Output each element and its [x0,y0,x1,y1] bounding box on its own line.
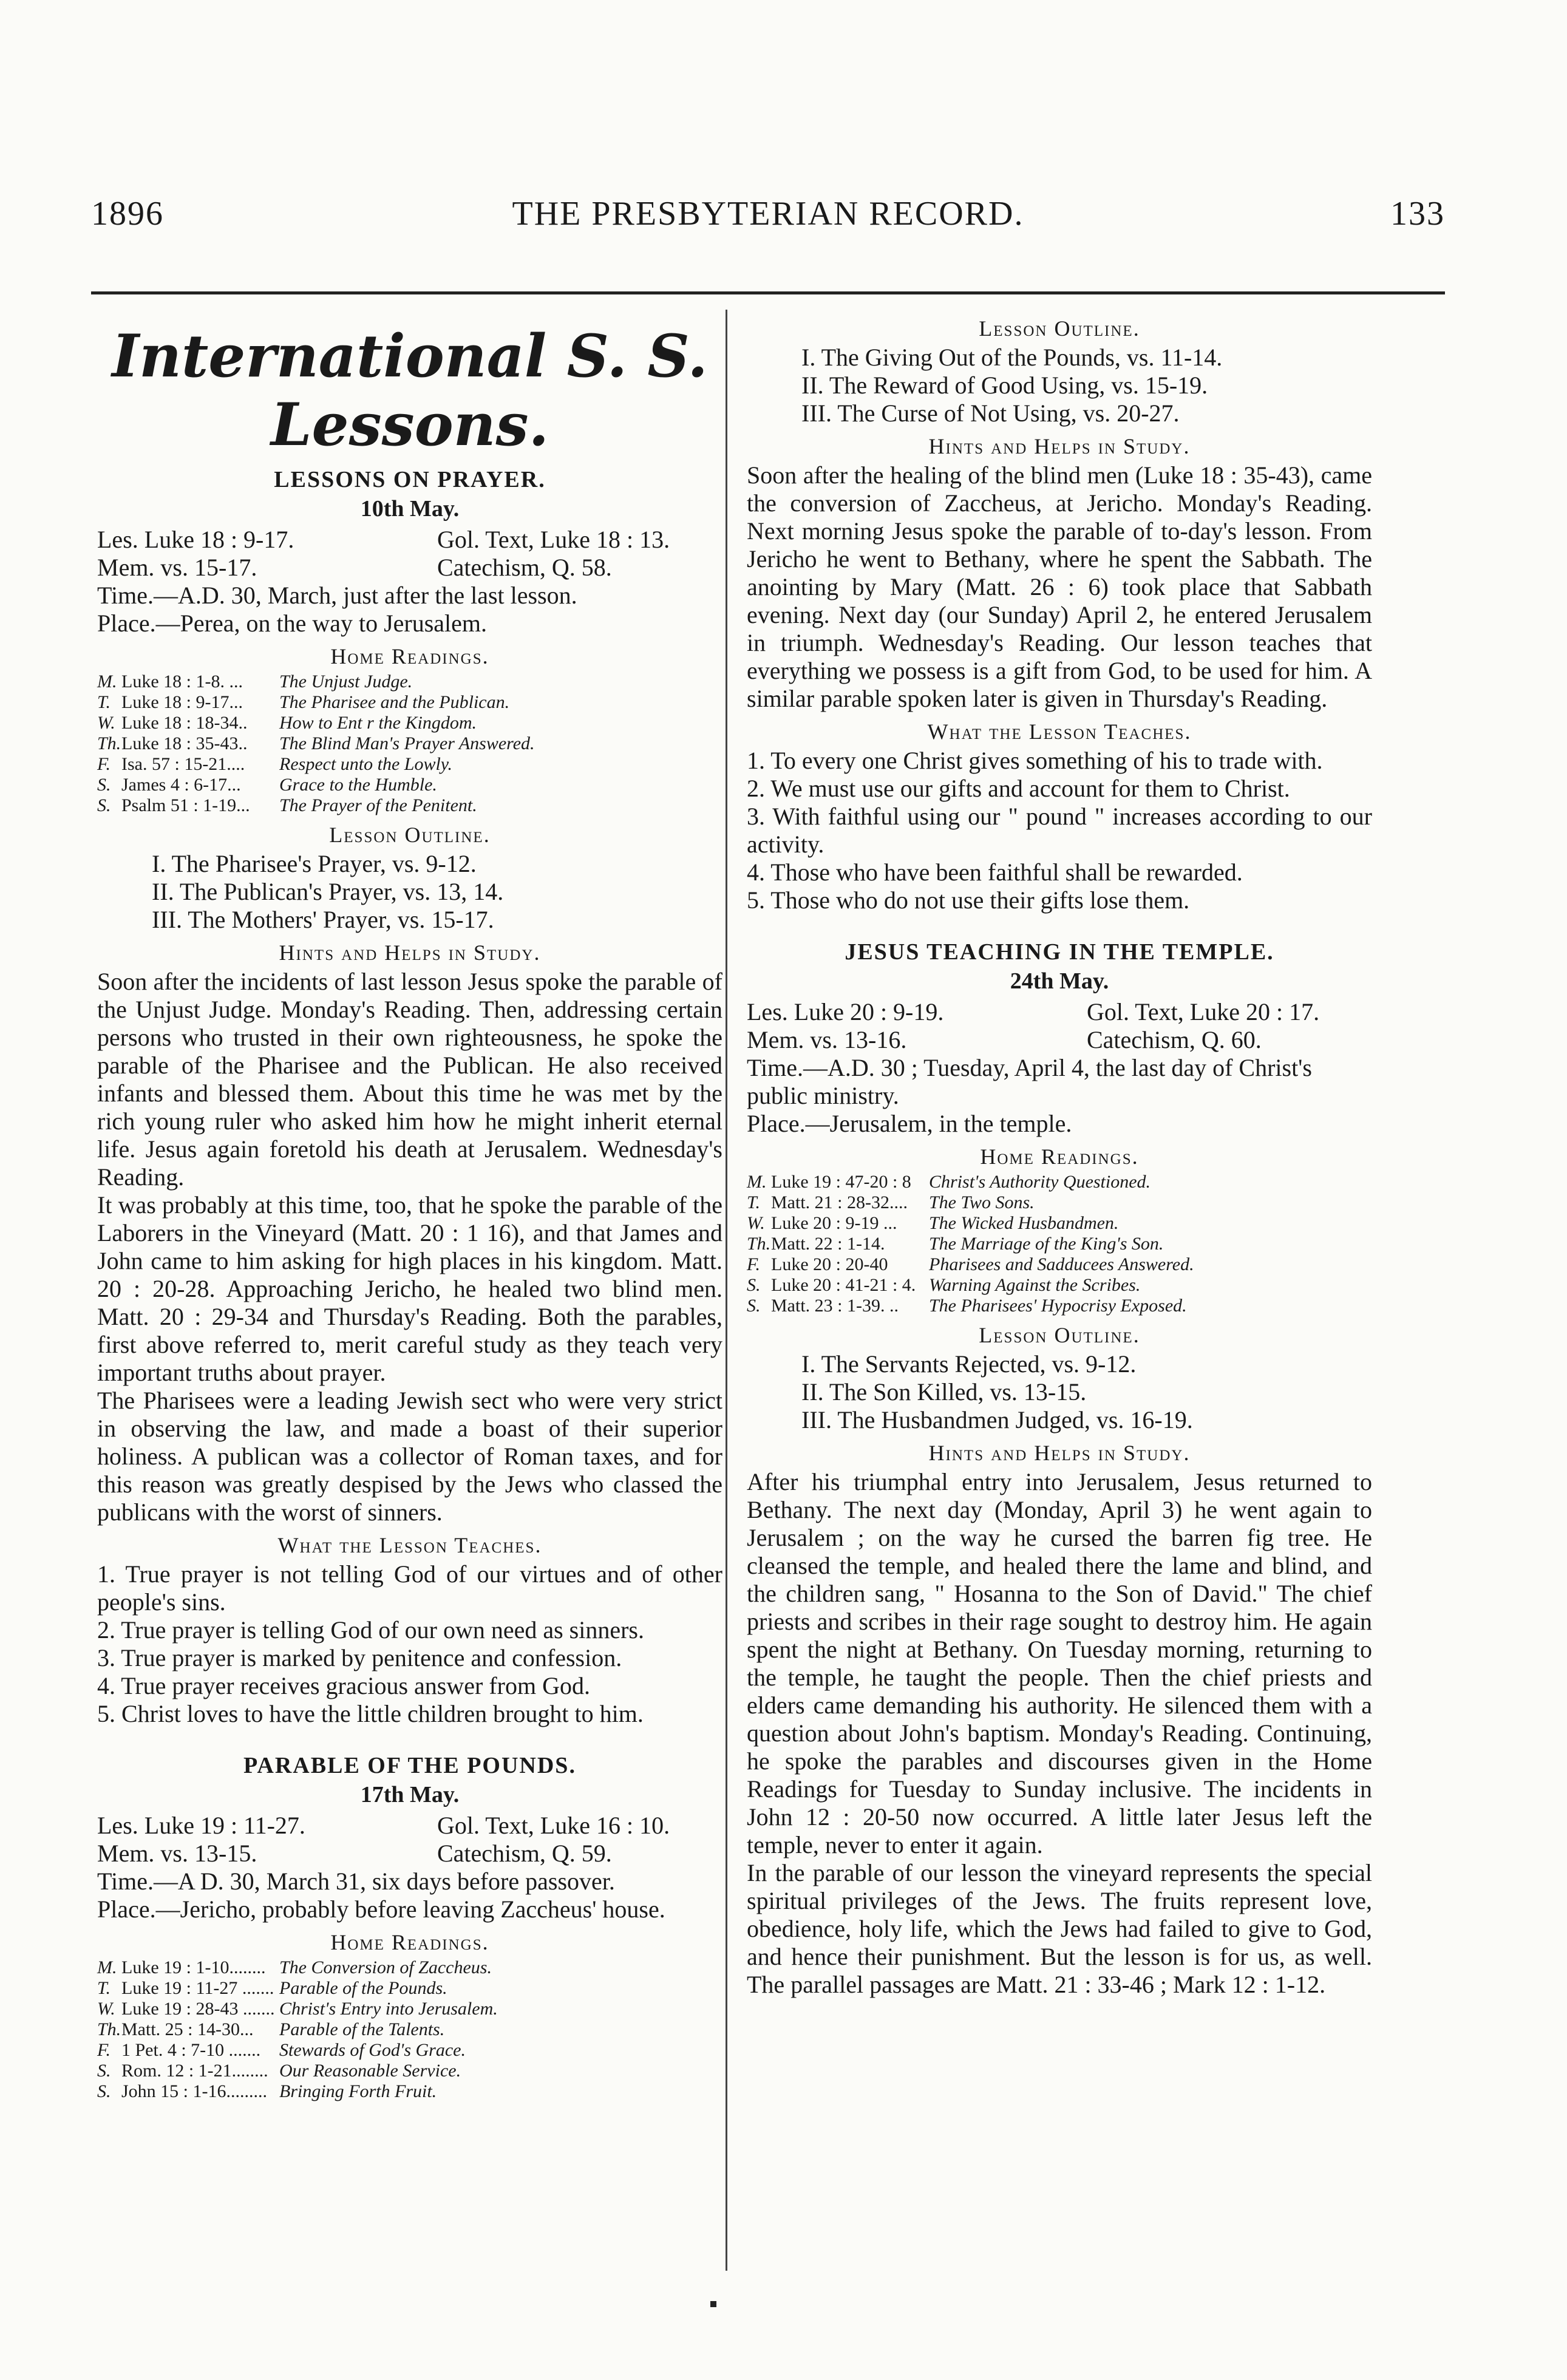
reading-row [97,1957,722,1978]
reading-title: Christ's Authority Questioned. [929,1172,1151,1192]
reading-ref: Luke 18 : 9-17... [121,692,243,712]
lesson-heading: LESSONS ON PRAYER. [274,467,546,492]
reading-row [97,1978,722,1999]
left-column [97,310,722,2102]
reading-ref: James 4 : 6-17... [121,775,241,795]
reading-row [747,1213,1372,1234]
teaching-item: 5. Christ loves to have the little children brought to him. [97,1700,644,1727]
lesson-heading: JESUS TEACHING IN THE TEMPLE. [845,939,1274,965]
reading-day: T. [97,692,110,712]
lesson-place: Place.—Perea, on the way to Jerusalem. [97,610,488,637]
lesson-time: Time.—A.D. 30, March, just after the last lesson. [97,582,577,609]
reading-title: Pharisees and Sadducees Answered. [929,1254,1194,1274]
hints-paragraph: After his triumphal entry into Jerusalem, Jesus returned to Bethany. The next day (Monday, April 3) he went again to Jerusalem ; on the way he cursed the barren fig tree. He cleansed the temple, and healed there the lame and blind, and the children sang, " Hosanna to the Son of David." The chief priests and scribes in their rage sought to destroy him. He again spent the night at Bethany. On Tuesday morning, returning to the temple, he taught the people. Then the chief priests and elders came demanding his authority. He silenced them with a question about John's baptism. Monday's Reading. Continuing, he spoke the parables and discourses given in the Home Readings for Tuesday to Sunday inclusive. The incidents in John 12 : 20-50 now occurred. A little later Jesus left the temple, never to enter it again. [747,1468,1372,1858]
reading-day: Th. [747,1234,771,1254]
reading-day: S. [97,2061,111,2081]
outline-item: III. The Husbandmen Judged, vs. 16-19. [801,1406,1193,1433]
reading-row [97,2061,722,2081]
page-header [91,182,1445,237]
reading-day: M. [97,672,117,692]
hints-heading: Hints and Helps in Study. [928,1441,1191,1465]
teaches-heading: What the Lesson Teaches. [277,1533,542,1557]
reading-row [747,1296,1372,1316]
lesson-passage: Les. Luke 18 : 9-17. [97,526,294,553]
lesson-outline-heading: Lesson Outline. [979,316,1140,341]
reading-row [97,713,722,733]
reading-row [747,1234,1372,1254]
lesson-date: 17th May. [360,1782,460,1807]
catechism: Catechism, Q. 59. [437,1840,612,1867]
reading-row [747,1275,1372,1296]
teaching-item: 4. True prayer receives gracious answer from God. [97,1672,590,1699]
reading-day: S. [97,775,111,795]
reading-title: Grace to the Humble. [279,775,437,795]
reading-title: Our Reasonable Service. [279,2061,461,2081]
teaching-item: 2. True prayer is telling God of our own need as sinners. [97,1616,644,1644]
reading-ref: Matt. 23 : 1-39. .. [771,1296,899,1316]
golden-text: Gol. Text, Luke 20 : 17. [1087,998,1320,1025]
reading-row [97,1999,722,2019]
reading-day: Th. [97,733,121,753]
hints-paragraph: Soon after the incidents of last lesson Jesus spoke the parable of the Unjust Judge. Monday's Reading. Then, addressing certain persons who trusted in their own righteousness, he spoke the parable of the Pharisee and the Publican. He also received infants and blessed them. About this time he was met by the rich young ruler who asked him how he might inherit eternal life. Jesus again foretold his death at Jerusalem. Wednesday's Reading. [97,968,722,1191]
golden-text: Gol. Text, Luke 18 : 13. [437,526,670,553]
reading-ref: Luke 19 : 1-10........ [121,1957,266,1977]
hints-heading: Hints and Helps in Study. [279,940,541,965]
reading-title: The Marriage of the King's Son. [929,1234,1164,1254]
reading-title: Warning Against the Scribes. [929,1275,1141,1295]
reading-ref: Matt. 21 : 28-32.... [771,1192,908,1212]
golden-text: Gol. Text, Luke 16 : 10. [437,1812,670,1839]
reading-row [747,1172,1372,1192]
reading-row [97,754,722,775]
teaching-item: 5. Those who do not use their gifts lose them. [747,886,1190,914]
lesson-time: Time.—A.D. 30 ; Tuesday, April 4, the last day of Christ's public ministry. [747,1054,1312,1109]
lesson-refs [97,554,722,582]
home-readings-heading: Home Readings. [330,1930,489,1954]
reading-day: W. [747,1213,765,1233]
reading-row [97,2081,722,2102]
outline-item: III. The Curse of Not Using, vs. 20-27. [801,399,1180,427]
header-title: THE PRESBYTERIAN RECORD. [512,195,1024,233]
reading-title: The Pharisee and the Publican. [279,692,510,712]
reading-title: Stewards of God's Grace. [279,2040,466,2060]
reading-ref: 1 Pet. 4 : 7-10 ....... [121,2040,261,2060]
teaches-heading: What the Lesson Teaches. [927,719,1192,744]
lesson-passage: Les. Luke 20 : 9-19. [747,998,944,1025]
home-readings-heading: Home Readings. [330,644,489,668]
reading-row [97,2040,722,2061]
lesson-outline-heading: Lesson Outline. [979,1323,1140,1347]
reading-title: Christ's Entry into Jerusalem. [279,1999,498,2019]
reading-row [747,1192,1372,1213]
reading-title: The Blind Man's Prayer Answered. [279,733,535,753]
reading-ref: Luke 18 : 18-34.. [121,713,248,733]
lesson-refs [747,998,1372,1026]
reading-day: F. [97,2040,110,2060]
memory-verses: Mem. vs. 15-17. [97,554,257,581]
reading-title: How to Ent r the Kingdom. [279,713,477,733]
lesson-date: 10th May. [360,496,460,522]
header-year: 1896 [91,195,164,233]
reading-title: The Prayer of the Penitent. [279,795,477,815]
hints-paragraph: Soon after the healing of the blind men (Luke 18 : 35-43), came the conversion of Zaccheus, at Jericho. Monday's Reading. Next morning Jesus spoke the parable of to-day's lesson. From Jericho he went to Bethany, where he spent the Sabbath. The anointing by Mary (Matt. 26 : 6) took place that Sabbath evening. Next day (our Sunday) April 2, he entered Jerusalem in triumph. Wednesday's Reading. Our lesson teaches that everything we possess is a gift from God, to be used for him. A similar parable spoken later is given in Thursday's Reading. [747,461,1372,712]
teaching-item: 2. We must use our gifts and account for them to Christ. [747,775,1290,802]
right-column [747,310,1372,1999]
reading-ref: John 15 : 1-16......... [121,2081,267,2101]
lesson-passage: Les. Luke 19 : 11-27. [97,1812,305,1839]
section-title: International S. S. Lessons. [112,322,708,459]
reading-day: M. [747,1172,767,1192]
reading-ref: Luke 19 : 47-20 : 8 [771,1172,911,1192]
home-readings-list [97,672,722,816]
hints-paragraph: It was probably at this time, too, that he spoke the parable of the Laborers in the Vineyard (Matt. 20 : 1 16), and that James and John came to him asking for high places in his kingdom. Matt. 20 : 20-28. Approaching Jericho, he healed two blind men. Matt. 20 : 29-34 and Thursday's Reading. Both the parables, first above referred to, merit careful study as they teach very important truths about prayer. [97,1191,722,1386]
reading-ref: Luke 19 : 28-43 ....... [121,1999,275,2019]
hints-paragraph: The Pharisees were a leading Jewish sect who were very strict in observing the law, and made a boast of their superior holiness. A publican was a collector of Roman taxes, and for this reason was greatly despised by the Jews who classed the publicans with the worst of sinners. [97,1387,722,1526]
reading-ref: Matt. 22 : 1-14. [771,1234,885,1254]
reading-ref: Psalm 51 : 1-19... [121,795,250,815]
teaching-item: 3. True prayer is marked by penitence and confession. [97,1644,622,1671]
reading-day: F. [747,1254,760,1274]
reading-ref: Luke 20 : 9-19 ... [771,1213,897,1233]
teaching-item: 1. True prayer is not telling God of our virtues and of other people's sins. [97,1560,722,1616]
lesson-heading: PARABLE OF THE POUNDS. [243,1753,576,1778]
reading-ref: Rom. 12 : 1-21........ [121,2061,268,2081]
header-rule [91,291,1445,294]
outline-item: II. The Publican's Prayer, vs. 13, 14. [152,878,504,905]
memory-verses: Mem. vs. 13-15. [97,1840,257,1867]
hints-paragraph: In the parable of our lesson the vineyard represents the special spiritual privileges of the Jews. The fruits represent love, obedience, holy life, which the Jews had failed to give to God, and hence their punishment. But the lesson is for us, as well. The parallel passages are Matt. 21 : 33-46 ; Mark 12 : 1-12. [747,1859,1372,1998]
lesson-place: Place.—Jericho, probably before leaving Zaccheus' house. [97,1895,665,1923]
reading-day: S. [747,1296,761,1316]
outline-item: I. The Pharisee's Prayer, vs. 9-12. [152,850,477,877]
reading-day: T. [97,1978,110,1998]
reading-day: S. [97,795,111,815]
reading-day: S. [747,1275,761,1295]
column-divider [726,310,727,2271]
reading-day: M. [97,1957,117,1977]
reading-row [97,775,722,795]
lesson-outline-heading: Lesson Outline. [329,823,491,847]
reading-ref: Luke 18 : 1-8. ... [121,672,243,692]
reading-row [97,733,722,754]
reading-title: The Wicked Husbandmen. [929,1213,1119,1233]
outline-item: I. The Servants Rejected, vs. 9-12. [801,1350,1137,1378]
teaching-item: 4. Those who have been faithful shall be rewarded. [747,858,1243,886]
home-readings-list [747,1172,1372,1316]
reading-title: Respect unto the Lowly. [279,754,452,774]
reading-ref: Luke 19 : 11-27 ....... [121,1978,274,1998]
reading-day: Th. [97,2019,121,2039]
reading-title: The Conversion of Zaccheus. [279,1957,492,1977]
memory-verses: Mem. vs. 13-16. [747,1026,907,1053]
page-mark [710,2301,716,2307]
reading-ref: Matt. 25 : 14-30... [121,2019,254,2039]
reading-ref: Luke 18 : 35-43.. [121,733,248,753]
outline-item: II. The Reward of Good Using, vs. 15-19. [801,372,1208,399]
reading-row [97,672,722,692]
outline-item: III. The Mothers' Prayer, vs. 15-17. [152,906,494,933]
outline-item: I. The Giving Out of the Pounds, vs. 11-14. [801,344,1223,371]
lesson-refs [97,526,722,554]
home-readings-list [97,1957,722,2102]
reading-row [97,2019,722,2040]
reading-day: F. [97,754,110,774]
header-page-number: 133 [1390,195,1445,233]
teaching-item: 3. With faithful using our " pound " increases according to our activity. [747,803,1372,858]
reading-row [747,1254,1372,1275]
reading-ref: Luke 20 : 20-40 [771,1254,888,1274]
reading-title: The Pharisees' Hypocrisy Exposed. [929,1296,1187,1316]
lesson-date: 24th May. [1010,968,1109,994]
reading-title: Bringing Forth Fruit. [279,2081,437,2101]
reading-day: W. [97,713,115,733]
outline-item: II. The Son Killed, vs. 13-15. [801,1378,1087,1406]
reading-row [97,692,722,713]
catechism: Catechism, Q. 60. [1087,1026,1262,1053]
home-readings-heading: Home Readings. [980,1144,1139,1169]
reading-title: Parable of the Pounds. [279,1978,447,1998]
catechism: Catechism, Q. 58. [437,554,612,581]
reading-title: The Two Sons. [929,1192,1035,1212]
lesson-place: Place.—Jerusalem, in the temple. [747,1110,1072,1137]
hints-heading: Hints and Helps in Study. [928,434,1191,458]
lesson-refs [97,1840,722,1868]
lesson-time: Time.—A D. 30, March 31, six days before passover. [97,1868,615,1895]
reading-day: T. [747,1192,760,1212]
reading-day: S. [97,2081,111,2101]
teaching-item: 1. To every one Christ gives something of his to trade with. [747,747,1323,774]
reading-ref: Luke 20 : 41-21 : 4. [771,1275,916,1295]
reading-row [97,795,722,816]
reading-title: The Unjust Judge. [279,672,413,692]
reading-day: W. [97,1999,115,2019]
reading-title: Parable of the Talents. [279,2019,445,2039]
lesson-refs [747,1026,1372,1054]
lesson-refs [97,1812,722,1840]
reading-ref: Isa. 57 : 15-21.... [121,754,245,774]
